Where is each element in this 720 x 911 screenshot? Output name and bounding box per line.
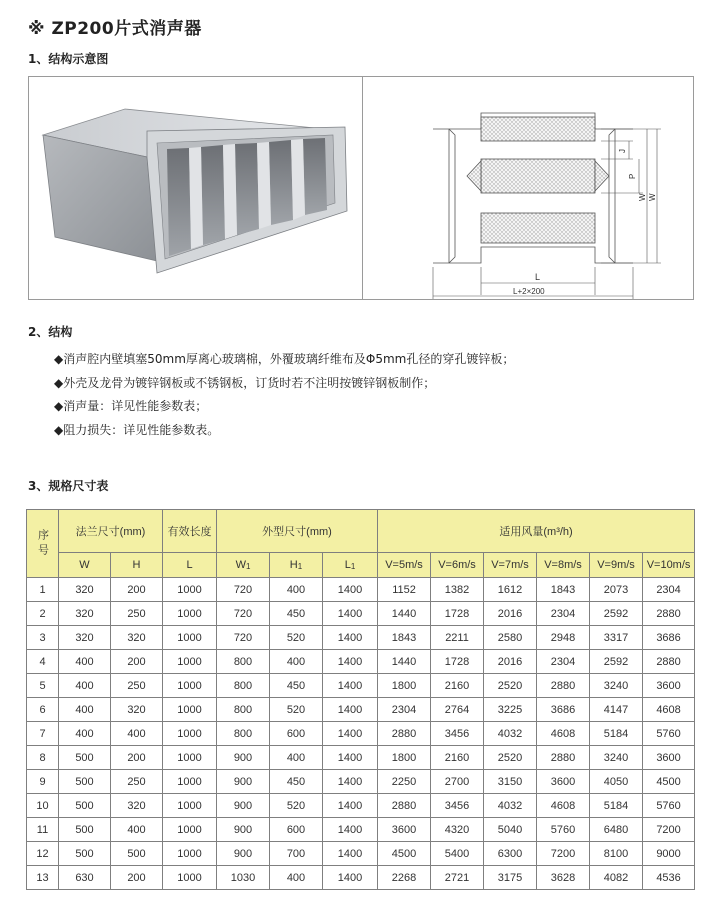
schematic-drawing — [363, 77, 695, 299]
table-cell: 3686 — [643, 626, 695, 650]
subheader-cell: V=9m/s — [590, 553, 643, 578]
table-cell: 2016 — [484, 650, 537, 674]
table-cell: 900 — [217, 794, 270, 818]
table-cell: 400 — [270, 866, 323, 890]
table-cell: 400 — [59, 698, 111, 722]
table-cell: 2520 — [484, 746, 537, 770]
table-row — [27, 770, 695, 794]
table-cell: 500 — [59, 770, 111, 794]
table-row — [27, 578, 695, 602]
table-cell: 1728 — [431, 602, 484, 626]
table-cell: 4500 — [643, 770, 695, 794]
table-cell: 7200 — [537, 842, 590, 866]
table-cell: 900 — [217, 770, 270, 794]
table-cell: 2592 — [590, 602, 643, 626]
table-cell: 5760 — [643, 722, 695, 746]
table-cell: 900 — [217, 842, 270, 866]
table-cell: 10 — [27, 794, 59, 818]
table-cell: 520 — [270, 626, 323, 650]
table-cell: 900 — [217, 746, 270, 770]
table-cell: 200 — [111, 578, 163, 602]
table-cell: 1000 — [163, 842, 217, 866]
table-cell: 2304 — [537, 650, 590, 674]
table-cell: 12 — [27, 842, 59, 866]
table-cell: 4608 — [643, 698, 695, 722]
table-cell: 3150 — [484, 770, 537, 794]
table-cell: 4032 — [484, 794, 537, 818]
table-cell: 2721 — [431, 866, 484, 890]
table-cell: 1612 — [484, 578, 537, 602]
table-cell: 2160 — [431, 674, 484, 698]
table-cell: 3686 — [537, 698, 590, 722]
table-cell: 3628 — [537, 866, 590, 890]
table-cell: 720 — [217, 578, 270, 602]
spec-table — [26, 509, 695, 890]
table-cell: 5040 — [484, 818, 537, 842]
subheader-cell: W — [59, 553, 111, 578]
table-cell: 1 — [27, 578, 59, 602]
subheader-cell: H — [111, 553, 163, 578]
table-cell: 250 — [111, 674, 163, 698]
table-cell: 4082 — [590, 866, 643, 890]
table-cell: 13 — [27, 866, 59, 890]
table-cell: 7 — [27, 722, 59, 746]
table-cell: 6 — [27, 698, 59, 722]
table-cell: 2880 — [378, 794, 431, 818]
table-cell: 2250 — [378, 770, 431, 794]
table-cell: 3240 — [590, 674, 643, 698]
table-cell: 1000 — [163, 866, 217, 890]
table-cell: 4608 — [537, 722, 590, 746]
table-cell: 2304 — [643, 578, 695, 602]
header-airflow: 适用风量(m³/h) — [378, 510, 695, 553]
structure-item: ◆阻力损失：详见性能参数表。 — [54, 422, 220, 437]
table-cell: 250 — [111, 602, 163, 626]
table-cell: 2592 — [590, 650, 643, 674]
subheader-cell: V=8m/s — [537, 553, 590, 578]
dim-label-total: L+2×200 — [513, 287, 545, 296]
table-row — [27, 842, 695, 866]
table-cell: 8100 — [590, 842, 643, 866]
table-cell: 2268 — [378, 866, 431, 890]
table-cell: 2880 — [378, 722, 431, 746]
table-cell: 450 — [270, 602, 323, 626]
table-cell: 1440 — [378, 602, 431, 626]
table-cell: 800 — [217, 722, 270, 746]
table-cell: 3225 — [484, 698, 537, 722]
table-cell: 1400 — [323, 674, 378, 698]
subheader-cell: V=5m/s — [378, 553, 431, 578]
table-cell: 9000 — [643, 842, 695, 866]
table-cell: 1000 — [163, 818, 217, 842]
table-cell: 500 — [59, 818, 111, 842]
header-flange: 法兰尺寸(mm) — [59, 510, 163, 553]
table-row — [27, 794, 695, 818]
table-cell: 1800 — [378, 746, 431, 770]
table-cell: 5184 — [590, 722, 643, 746]
table-cell: 200 — [111, 866, 163, 890]
dim-label-W: W — [638, 193, 647, 201]
table-row — [27, 746, 695, 770]
table-cell: 1400 — [323, 602, 378, 626]
table-cell: 4320 — [431, 818, 484, 842]
table-cell: 5400 — [431, 842, 484, 866]
table-cell: 2764 — [431, 698, 484, 722]
table-header-row — [27, 510, 695, 553]
table-cell: 1400 — [323, 770, 378, 794]
table-cell: 2580 — [484, 626, 537, 650]
table-cell: 320 — [59, 626, 111, 650]
table-cell: 11 — [27, 818, 59, 842]
table-cell: 800 — [217, 674, 270, 698]
table-cell: 2073 — [590, 578, 643, 602]
table-cell: 1400 — [323, 722, 378, 746]
table-cell: 1400 — [323, 818, 378, 842]
table-cell: 1000 — [163, 794, 217, 818]
table-cell: 1400 — [323, 626, 378, 650]
table-row — [27, 866, 695, 890]
table-cell: 400 — [59, 650, 111, 674]
table-cell: 200 — [111, 650, 163, 674]
table-cell: 2880 — [537, 746, 590, 770]
table-cell: 5184 — [590, 794, 643, 818]
table-cell: 3175 — [484, 866, 537, 890]
table-cell: 3 — [27, 626, 59, 650]
table-cell: 320 — [59, 578, 111, 602]
table-cell: 2700 — [431, 770, 484, 794]
table-cell: 3240 — [590, 746, 643, 770]
header-no: 序号 — [27, 510, 59, 578]
table-cell: 2520 — [484, 674, 537, 698]
table-row — [27, 674, 695, 698]
table-cell: 3456 — [431, 794, 484, 818]
subheader-cell: $H_1$ — [270, 553, 323, 578]
table-cell: 2160 — [431, 746, 484, 770]
table-cell: 500 — [59, 794, 111, 818]
table-cell: 450 — [270, 770, 323, 794]
table-cell: 1000 — [163, 578, 217, 602]
table-cell: 1000 — [163, 602, 217, 626]
table-cell: 400 — [270, 746, 323, 770]
section-heading-spec: 3、规格尺寸表 — [28, 479, 109, 493]
table-cell: 2948 — [537, 626, 590, 650]
dim-label-P: P — [628, 173, 637, 179]
table-row — [27, 818, 695, 842]
table-cell: 1000 — [163, 722, 217, 746]
table-cell: 1400 — [323, 866, 378, 890]
table-cell: 450 — [270, 674, 323, 698]
table-cell: 4 — [27, 650, 59, 674]
table-cell: 2211 — [431, 626, 484, 650]
table-cell: 1400 — [323, 746, 378, 770]
table-cell: 720 — [217, 602, 270, 626]
table-cell: 800 — [217, 650, 270, 674]
table-cell: 4147 — [590, 698, 643, 722]
subheader-cell: V=6m/s — [431, 553, 484, 578]
product-photo — [29, 77, 361, 299]
table-cell: 1400 — [323, 578, 378, 602]
table-row — [27, 626, 695, 650]
table-cell: 1400 — [323, 794, 378, 818]
table-cell: 1843 — [537, 578, 590, 602]
table-cell: 5760 — [643, 794, 695, 818]
table-cell: 1728 — [431, 650, 484, 674]
table-cell: 3456 — [431, 722, 484, 746]
table-cell: 6300 — [484, 842, 537, 866]
table-body — [27, 578, 695, 890]
table-cell: 2304 — [537, 602, 590, 626]
table-cell: 400 — [270, 578, 323, 602]
dim-label-W1: W — [648, 193, 657, 201]
table-cell: 3600 — [643, 674, 695, 698]
table-cell: 520 — [270, 794, 323, 818]
table-cell: 320 — [59, 602, 111, 626]
table-cell: 1152 — [378, 578, 431, 602]
table-cell: 2016 — [484, 602, 537, 626]
table-cell: 320 — [111, 626, 163, 650]
table-cell: 700 — [270, 842, 323, 866]
table-cell: 1000 — [163, 770, 217, 794]
table-cell: 1400 — [323, 842, 378, 866]
table-cell: 250 — [111, 770, 163, 794]
table-cell: 3600 — [537, 770, 590, 794]
table-cell: 1000 — [163, 746, 217, 770]
table-cell: 1800 — [378, 674, 431, 698]
header-length: 有效长度 — [163, 510, 217, 553]
table-cell: 720 — [217, 626, 270, 650]
subheader-cell: L — [163, 553, 217, 578]
table-cell: 1030 — [217, 866, 270, 890]
table-cell: 520 — [270, 698, 323, 722]
table-cell: 320 — [111, 794, 163, 818]
table-cell: 5760 — [537, 818, 590, 842]
table-cell: 4500 — [378, 842, 431, 866]
table-row — [27, 698, 695, 722]
table-cell: 3600 — [643, 746, 695, 770]
table-cell: 2304 — [378, 698, 431, 722]
table-cell: 400 — [270, 650, 323, 674]
table-cell: 200 — [111, 746, 163, 770]
table-cell: 400 — [59, 722, 111, 746]
table-cell: 600 — [270, 722, 323, 746]
table-cell: 8 — [27, 746, 59, 770]
table-cell: 400 — [111, 722, 163, 746]
table-cell: 4536 — [643, 866, 695, 890]
table-cell: 2 — [27, 602, 59, 626]
table-cell: 9 — [27, 770, 59, 794]
table-row — [27, 602, 695, 626]
table-cell: 4050 — [590, 770, 643, 794]
table-cell: 630 — [59, 866, 111, 890]
table-row — [27, 650, 695, 674]
table-cell: 500 — [59, 746, 111, 770]
table-cell: 320 — [111, 698, 163, 722]
table-cell: 3317 — [590, 626, 643, 650]
table-cell: 500 — [59, 842, 111, 866]
table-cell: 2880 — [643, 602, 695, 626]
table-cell: 5 — [27, 674, 59, 698]
table-cell: 500 — [111, 842, 163, 866]
table-cell: 2880 — [643, 650, 695, 674]
dim-label-J: J — [618, 149, 627, 153]
diagram-box — [28, 76, 694, 300]
table-cell: 1000 — [163, 626, 217, 650]
table-cell: 400 — [111, 818, 163, 842]
table-cell: 1000 — [163, 674, 217, 698]
structure-list — [54, 348, 514, 442]
table-cell: 6480 — [590, 818, 643, 842]
structure-item: ◆消声腔内壁填塞50mm厚离心玻璃棉，外覆玻璃纤维布及Φ5mm孔径的穿孔镀锌板； — [54, 352, 515, 366]
dim-label-L: L — [535, 272, 541, 282]
table-cell: 7200 — [643, 818, 695, 842]
table-cell: 4032 — [484, 722, 537, 746]
section-heading-diagram: 1、结构示意图 — [28, 52, 109, 66]
page-title: ※ ZP200片式消声器 — [28, 19, 202, 39]
table-cell: 1400 — [323, 698, 378, 722]
table-cell: 400 — [59, 674, 111, 698]
header-outer: 外型尺寸(mm) — [217, 510, 378, 553]
table-cell: 4608 — [537, 794, 590, 818]
structure-item: ◆消声量：详见性能参数表； — [54, 399, 208, 413]
table-cell: 800 — [217, 698, 270, 722]
subheader-cell: V=7m/s — [484, 553, 537, 578]
subheader-cell: $W_1$ — [217, 553, 270, 578]
table-cell: 3600 — [378, 818, 431, 842]
table-cell: 1000 — [163, 698, 217, 722]
subheader-cell: V=10m/s — [643, 553, 695, 578]
table-cell: 900 — [217, 818, 270, 842]
table-cell: 2880 — [537, 674, 590, 698]
table-cell: 1000 — [163, 650, 217, 674]
table-subheader-row — [27, 553, 695, 578]
table-cell: 1440 — [378, 650, 431, 674]
table-cell: 1400 — [323, 650, 378, 674]
subheader-cell: $L_1$ — [323, 553, 378, 578]
table-cell: 1382 — [431, 578, 484, 602]
table-cell: 1843 — [378, 626, 431, 650]
section-heading-structure: 2、结构 — [28, 325, 73, 339]
table-row — [27, 722, 695, 746]
table-cell: 600 — [270, 818, 323, 842]
structure-item: ◆外壳及龙骨为镀锌钢板或不锈钢板，订货时若不注明按镀锌钢板制作； — [54, 375, 436, 390]
